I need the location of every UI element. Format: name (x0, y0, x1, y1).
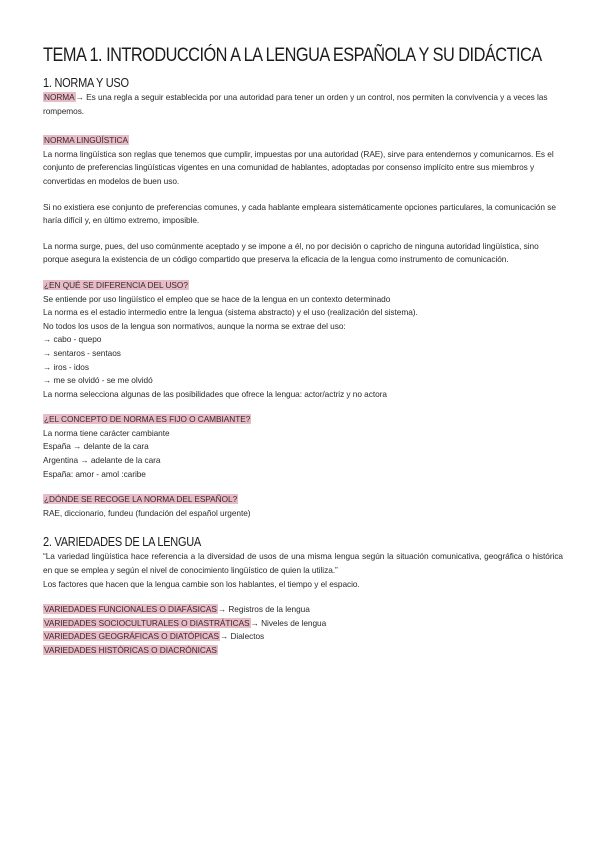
uso-example: → cabo - quepo (43, 334, 102, 345)
uso-example: → me se olvidó - se me olvidó (43, 375, 153, 386)
section-2-heading: 2. VARIEDADES DE LA LENGUA (43, 535, 202, 550)
uso-line: La norma selecciona algunas de las posibilidades que ofrece la lengua: actor/actriz y no actora (43, 388, 387, 399)
norma-linguistica-p1: La norma lingüística son reglas que tenemos que cumplir, impuestas por una autoridad (RAE), sirve para entendernos y comunicarnos. Es el conjunto de preferencias lingüísticas vigentes en una comunidad de hablantes, adoptadas por consenso implícito entre sus miembros y convertidas en modelos de buen uso. (43, 148, 554, 186)
variety-item (43, 603, 563, 617)
norma-linguistica-heading-line (43, 134, 563, 148)
variety-item (43, 617, 563, 631)
norma-linguistica-p3: La norma surge, pues, del uso comúnmente aceptado y se impone a él, no por decisión o capricho de ninguna autoridad lingüística, sino porque asegura la existencia de un código compartido que preserva la eficacia de la lengua como instrumento de comunicación. (43, 240, 539, 265)
norma-linguistica-heading: NORMA LINGÜÍSTICA (44, 135, 128, 146)
uso-heading-line (43, 279, 563, 293)
uso-line: Se entiende por uso lingüístico el empleo que se hace de la lengua en un contexto determinado (43, 293, 391, 304)
fijo-line: España → delante de la cara (43, 441, 149, 452)
variety-desc: → Niveles de lengua (250, 617, 327, 628)
variedad-factors: Los factores que hacen que la lengua cambie son los hablantes, el tiempo y el espacio. (43, 578, 360, 589)
norma-term: NORMA (44, 92, 75, 102)
variety-label: VARIEDADES SOCIOCULTURALES O DIASTRÁTICAS (44, 617, 250, 628)
variety-item (43, 644, 563, 658)
variety-label: VARIEDADES HISTÓRICAS O DIACRÓNICAS (44, 645, 217, 655)
norma-linguistica-p2: Si no existiera ese conjunto de preferencias comunes, y cada hablante empleara sistemáticamente opciones particulares, la comunicación se haría difícil y, en último extremo, imposible. (43, 201, 556, 226)
section-1-heading: 1. NORMA Y USO (43, 76, 129, 90)
recoge-heading-line (43, 493, 563, 507)
recoge-heading: ¿DÓNDE SE RECOGE LA NORMA DEL ESPAÑOL? (44, 494, 238, 505)
fijo-heading: ¿EL CONCEPTO DE NORMA ES FIJO O CAMBIANTE? (44, 414, 251, 425)
fijo-line: España: amor - amol :caribe (43, 468, 146, 479)
variety-label: VARIEDADES GEOGRÁFICAS O DIATÓPICAS (44, 631, 219, 642)
fijo-line: La norma tiene carácter cambiante (43, 427, 170, 438)
variety-desc: → Dialectos (219, 631, 265, 642)
fijo-line: Argentina → adelante de la cara (43, 455, 161, 466)
document-page (43, 44, 563, 658)
uso-example: → sentaros - sentaos (43, 347, 121, 358)
variety-desc: → Registros de la lengua (217, 604, 310, 615)
norma-definition-text: → Es una regla a seguir establecida por una autoridad para tener un orden y un control, nos permiten la convivencia y a veces las rompemos. (43, 92, 548, 116)
uso-line: No todos los usos de la lengua son normativos, aunque la norma se extrae del uso: (43, 320, 346, 331)
fijo-heading-line (43, 413, 563, 427)
variety-label: VARIEDADES FUNCIONALES O DIAFÁSICAS (44, 604, 217, 615)
norma-definition (43, 91, 563, 118)
uso-line: La norma es el estadio intermedio entre la lengua (sistema abstracto) y el uso (realización del sistema). (43, 307, 418, 318)
uso-example: → iros - idos (43, 361, 89, 372)
recoge-line: RAE, diccionario, fundeu (fundación del español urgente) (43, 507, 251, 518)
variedad-quote: “La variedad lingüística hace referencia a la diversidad de usos de una misma lengua según la situación comunicativa, geográfica o histórica en que se emplea y según el nivel de conocimiento lingüístico de quien la utiliza.” (43, 551, 563, 576)
variety-item (43, 630, 563, 644)
document-title: TEMA 1. INTRODUCCIÓN A LA LENGUA ESPAÑOLA Y SU DIDÁCTICA (43, 45, 542, 66)
uso-heading: ¿EN QUÉ SE DIFERENCIA DEL USO? (44, 279, 188, 290)
